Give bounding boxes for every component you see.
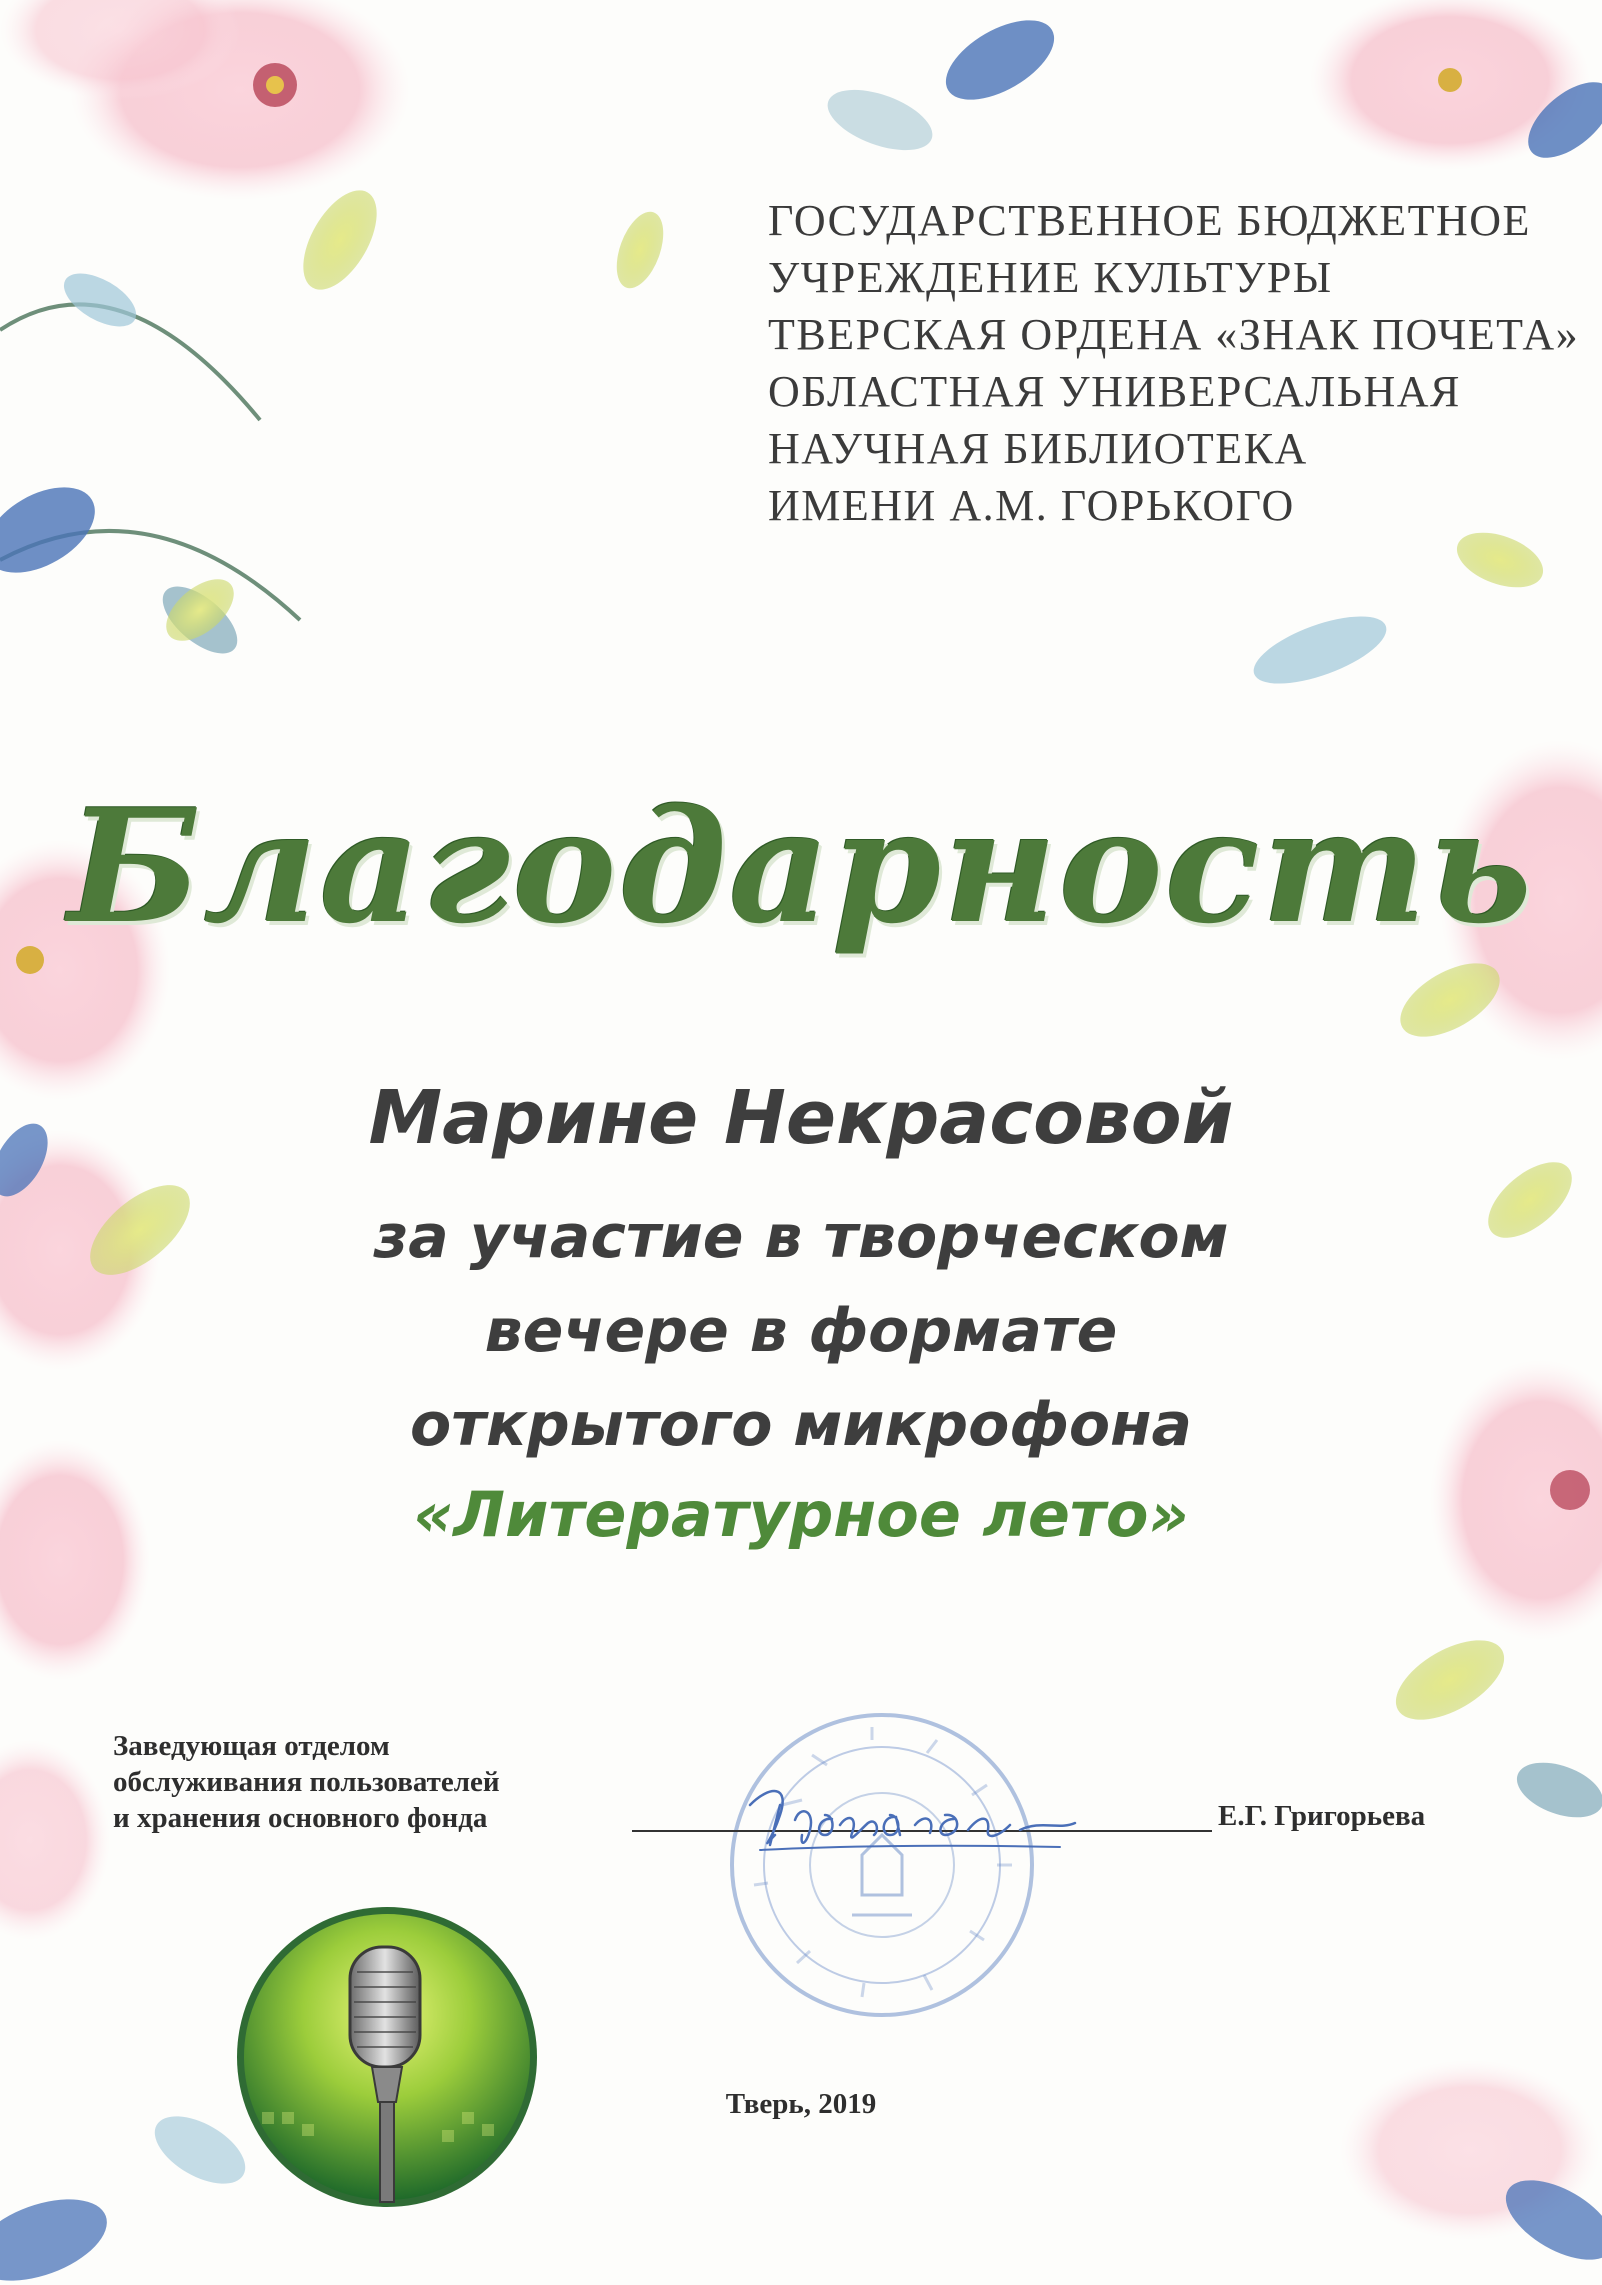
organization-line: ИМЕНИ А.М. ГОРЬКОГО: [768, 481, 1295, 530]
place-and-year: Тверь, 2019: [725, 2088, 877, 2120]
organization-line: ОБЛАСТНАЯ УНИВЕРСАЛЬНАЯ: [768, 367, 1461, 416]
reason-line: открытого микрофона: [409, 1390, 1193, 1460]
signatory-name: Е.Г. Григорьева: [1218, 1800, 1426, 1832]
signatory-position: [113, 1728, 500, 1836]
signatory-position-line: и хранения основного фонда: [113, 1802, 488, 1834]
event-name: «Литературное лето»: [413, 1478, 1189, 1551]
organization-line: НАУЧНАЯ БИБЛИОТЕКА: [768, 424, 1308, 473]
organization-name: [768, 192, 1579, 534]
award-reason: [0, 1190, 1602, 1472]
microphone-icon: [232, 1902, 542, 2212]
handwritten-signature: [740, 1775, 1080, 1865]
recipient-name: Марине Некрасовой: [368, 1075, 1234, 1161]
reason-line: вечере в формате: [484, 1296, 1118, 1366]
organization-line: ГОСУДАРСТВЕННОЕ БЮДЖЕТНОЕ: [768, 196, 1531, 245]
organization-line: ТВЕРСКАЯ ОРДЕНА «ЗНАК ПОЧЕТА»: [768, 310, 1580, 359]
organization-line: УЧРЕЖДЕНИЕ КУЛЬТУРЫ: [768, 253, 1333, 302]
reason-line: за участие в творческом: [373, 1202, 1229, 1272]
certificate-title: Благодарность: [68, 775, 1534, 958]
signatory-position-line: обслуживания пользователей: [113, 1766, 500, 1798]
signatory-position-line: Заведующая отделом: [113, 1730, 390, 1762]
official-stamp: [722, 1705, 1042, 2025]
